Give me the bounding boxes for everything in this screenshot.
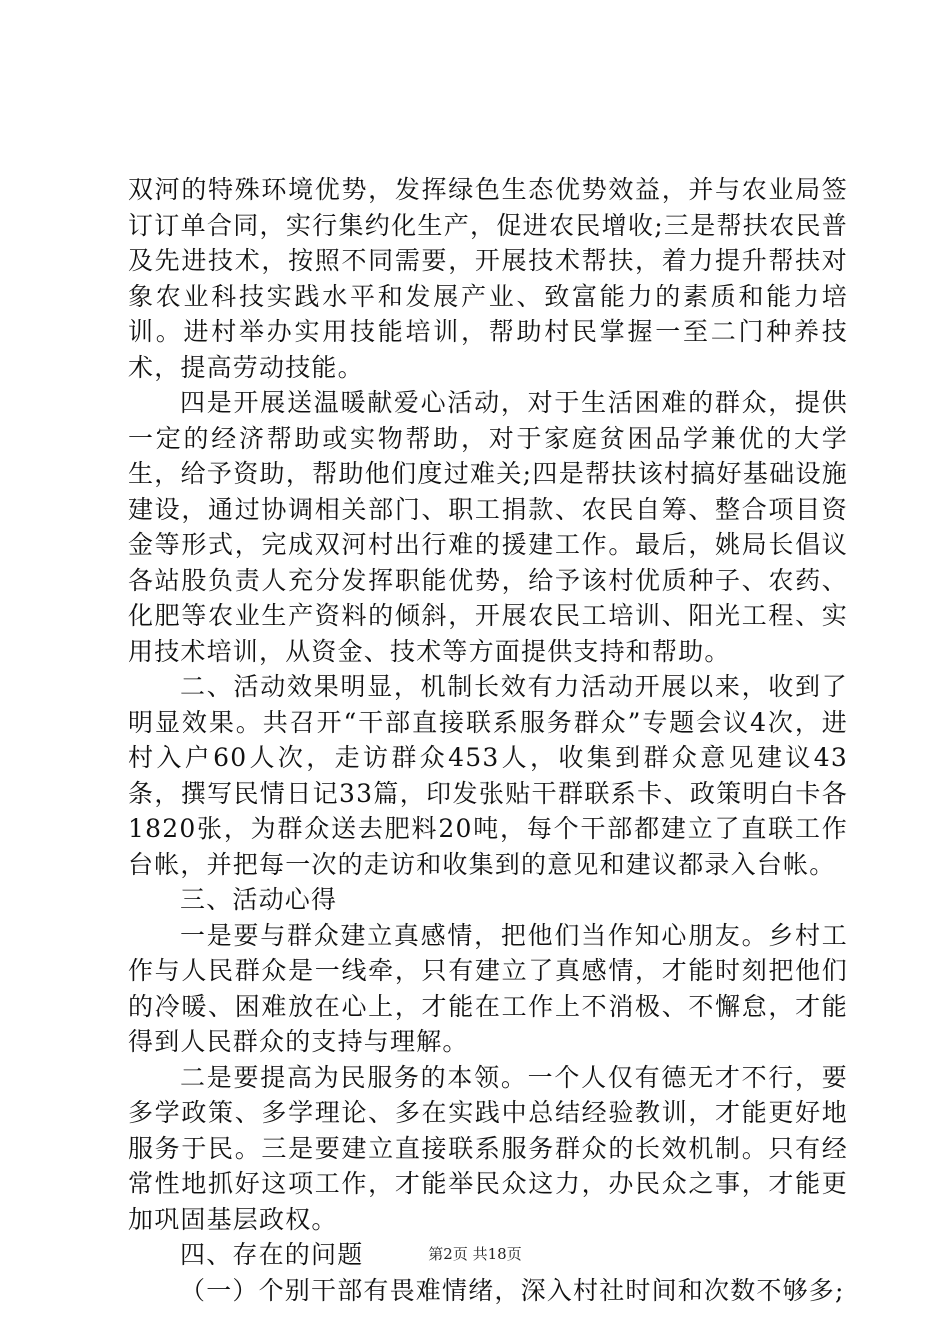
section-heading-problems: 四、存在的问题 (180, 1240, 364, 1269)
paragraph-activity-results: 二、活动效果明显，机制长效有力活动开展以来，收到了明显效果。共召开“干部直接联系服务群众”专题会议4次，进村入户60人次，走访群众453人，收集到群众意见建议43条，撰写民情日记33篇，印发张贴干群联系卡、政策明白卡各1820张，为群众送去肥料20吨，每个干部都建立了直联工作台帐，并把每一次的走访和收集到的意见和建议都录入台帐。 (128, 672, 848, 879)
document-body (128, 172, 848, 1308)
paragraph-experience-one: 一是要与群众建立真感情，把他们当作知心朋友。乡村工作与人民群众是一线牵，只有建立了真感情，才能时刻把他们的冷暖、困难放在心上，才能在工作上不消极、不懈怠，才能得到人民群众的支持与理解。 (128, 920, 848, 1056)
paragraph-continuation: 双河的特殊环境优势，发挥绿色生态优势效益，并与农业局签订订单合同，实行集约化生产，促进农民增收;三是帮扶农民普及先进技术，按照不同需要，开展技术帮扶，着力提升帮扶对象农业科技实践水平和发展产业、致富能力的素质和能力培训。进村举办实用技能培训，帮助村民掌握一至二门种养技术，提高劳动技能。 (128, 175, 848, 382)
section-heading-experience: 三、活动心得 (180, 885, 338, 914)
paragraph-warmth-activity: 四是开展送温暖献爱心活动，对于生活困难的群众，提供一定的经济帮助或实物帮助，对于家庭贫困品学兼优的大学生，给予资助，帮助他们度过难关;四是帮扶该村搞好基础设施建设，通过协调相关部门、职工捐款、农民自筹、整合项目资金等形式，完成双河村出行难的援建工作。最后，姚局长倡议各站股负责人充分发挥职能优势，给予该村优质种子、农药、化肥等农业生产资料的倾斜，开展农民工培训、阳光工程、实用技术培训，从资金、技术等方面提供支持和帮助。 (128, 388, 848, 666)
paragraph-experience-two: 二是要提高为民服务的本领。一个人仅有德无才不行，要多学政策、多学理论、多在实践中总结经验教训，才能更好地服务于民。三是要建立直接联系服务群众的长效机制。只有经常性地抓好这项工作，才能举民众这力，办民众之事，才能更加巩固基层政权。 (128, 1062, 848, 1234)
page-number-footer: 第2页 共18页 (428, 1245, 522, 1263)
paragraph-problem-one: （一）个别干部有畏难情绪，深入村社时间和次数不够多; (180, 1275, 845, 1305)
